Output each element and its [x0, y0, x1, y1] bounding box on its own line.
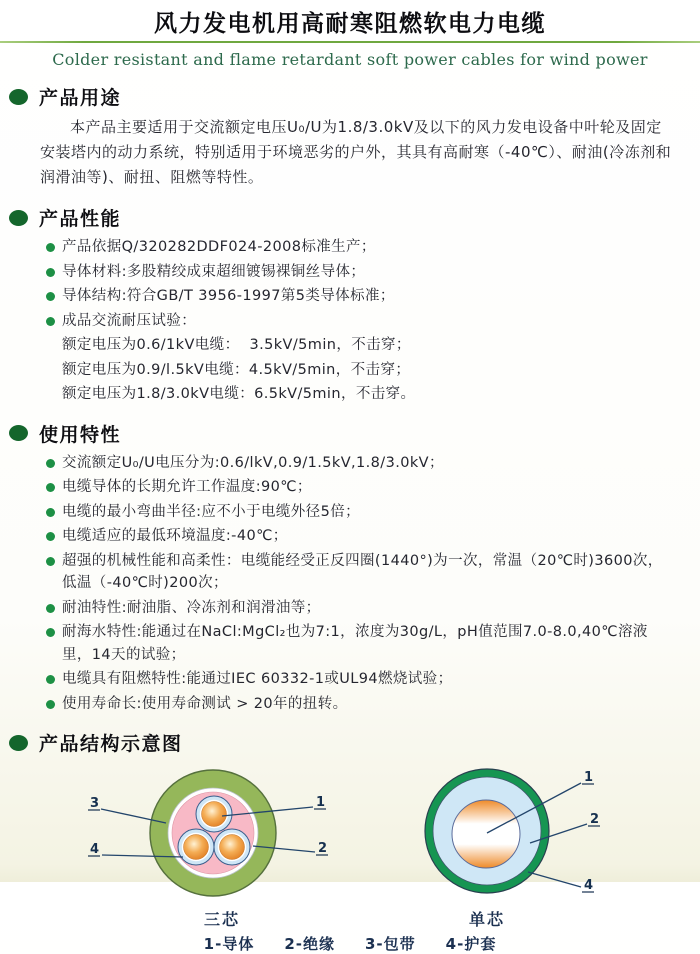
section-bullet-icon	[9, 735, 28, 751]
diagram-label-3: 3	[90, 796, 100, 811]
list-item-text: 使用寿命长:使用寿命测试 > 20年的扭转。	[62, 695, 348, 712]
page-title: 风力发电机用高耐寒阻燃软电力电缆	[154, 11, 546, 37]
list-item-text: 导体结构:符合GB/T 3956-1997第5类导体标准；	[62, 288, 395, 304]
three-core-caption: 三芯	[203, 910, 241, 929]
section-bullet-icon	[9, 89, 28, 105]
diagram-label-4: 4	[584, 878, 594, 893]
bullet-icon	[46, 243, 55, 252]
section-header-structure	[9, 729, 700, 756]
bullet-icon	[46, 532, 55, 541]
conductor	[452, 800, 520, 868]
list-item-text: 电缆适应的最低环境温度:-40℃；	[62, 528, 288, 544]
core	[214, 829, 250, 865]
section-bullet-icon	[9, 425, 28, 441]
legend-item: 2-绝缘	[284, 935, 335, 953]
section-bullet-icon	[9, 210, 28, 226]
list-item	[46, 310, 676, 333]
list-item	[46, 236, 676, 259]
single-core-diagram	[425, 769, 600, 929]
bullet-icon	[46, 483, 55, 492]
single-core-caption: 单芯	[468, 910, 506, 929]
core	[196, 796, 232, 832]
bullet-icon	[46, 628, 55, 637]
diagram-label-2: 2	[590, 812, 600, 827]
bullet-icon	[46, 268, 55, 277]
list-item-text: 超强的机械性能和高柔性：电缆能经受正反四圈(1440°)为一次，常温（20℃时)3600次，低温（-40℃时)200次；	[62, 552, 663, 591]
bullet-icon	[46, 317, 55, 326]
list-item	[46, 285, 676, 308]
bullet-icon	[46, 700, 55, 709]
section-title: 产品结构示意图	[39, 733, 183, 755]
list-item	[46, 476, 676, 499]
bullet-icon	[46, 508, 55, 517]
legend-item: 1-导体	[203, 935, 255, 953]
bullet-icon	[46, 604, 55, 613]
list-item	[46, 621, 676, 666]
section-header-features	[9, 420, 700, 447]
voltage-test-line: 额定电压为0.9/l.5kV电缆：4.5kV/5min，不击穿；	[62, 361, 411, 378]
page-subtitle-english: Colder resistant and flame retardant soft power cables for wind power	[52, 50, 648, 69]
voltage-test-line: 额定电压为0.6/1kV电缆： 3.5kV/5min，不击穿；	[62, 337, 411, 353]
diagram-label-1: 1	[316, 795, 326, 810]
title-divider	[0, 41, 700, 43]
diagram-legend	[0, 933, 700, 954]
list-item-text: 成品交流耐压试验：	[62, 312, 197, 329]
diagram-label-4: 4	[90, 842, 100, 857]
section-title: 产品性能	[39, 208, 122, 230]
three-core-diagram	[88, 770, 328, 929]
features-bullet-list	[46, 452, 676, 716]
bullet-icon	[46, 292, 55, 301]
diagram-label-2: 2	[318, 841, 328, 856]
list-item-text: 导体材料:多股精绞成束超细镀锡裸铜丝导体；	[62, 263, 366, 280]
list-item	[46, 597, 676, 620]
voltage-test-line: 额定电压为1.8/3.0kV电缆：6.5kV/5min，不击穿。	[62, 386, 416, 402]
performance-bullet-list	[46, 236, 676, 332]
list-item	[46, 550, 676, 595]
list-item-text: 电缆具有阻燃特性:能通过IEC 60332-1或UL94燃烧试验；	[62, 671, 453, 687]
cable-cross-section-diagram	[0, 761, 700, 933]
list-item	[46, 452, 676, 475]
datasheet-page	[0, 5, 700, 953]
section-title: 使用特性	[39, 423, 122, 446]
list-item-text: 耐油特性:耐油脂、冷冻剂和润滑油等；	[62, 599, 321, 616]
usage-paragraph: 本产品主要适用于交流额定电压U₀/U为1.8/3.0kV及以下的风力发电设备中叶轮及固定安装塔内的动力系统，特别适用于环境恶劣的户外，其具有高耐寒（-40℃）、耐油(冷冻剂和润滑油等)、耐扭、阻燃等特性。	[40, 118, 672, 186]
bullet-icon	[46, 675, 55, 684]
legend-item: 4-护套	[445, 935, 497, 953]
section-title: 产品用途	[39, 87, 122, 109]
bullet-icon	[46, 459, 55, 468]
list-item-text: 耐海水特性:能通过在NaCl:MgCl₂也为7:1，浓度为30g/L，pH值范围7.0-8.0,40℃溶液里，14天的试验；	[62, 624, 648, 663]
leader-line	[528, 872, 581, 887]
list-item	[46, 501, 676, 524]
list-item	[46, 668, 676, 691]
list-item	[46, 693, 676, 716]
list-item-text: 电缆的最小弯曲半径:应不小于电缆外径5倍；	[62, 503, 361, 520]
section-header-usage	[9, 83, 700, 110]
legend-item: 3-包带	[365, 935, 416, 953]
list-item	[46, 261, 676, 284]
diagram-label-1: 1	[584, 770, 594, 785]
list-item	[46, 525, 676, 548]
section-header-performance	[9, 204, 700, 231]
list-item-text: 电缆导体的长期允许工作温度:90℃；	[62, 479, 312, 495]
list-item-text: 产品依据Q/320282DDF024-2008标准生产；	[62, 239, 376, 255]
bullet-icon	[46, 557, 55, 566]
core	[178, 829, 214, 865]
list-item-text: 交流额定U₀/U电压分为:0.6/lkV,0.9/1.5kV,1.8/3.0kV；	[62, 454, 444, 471]
